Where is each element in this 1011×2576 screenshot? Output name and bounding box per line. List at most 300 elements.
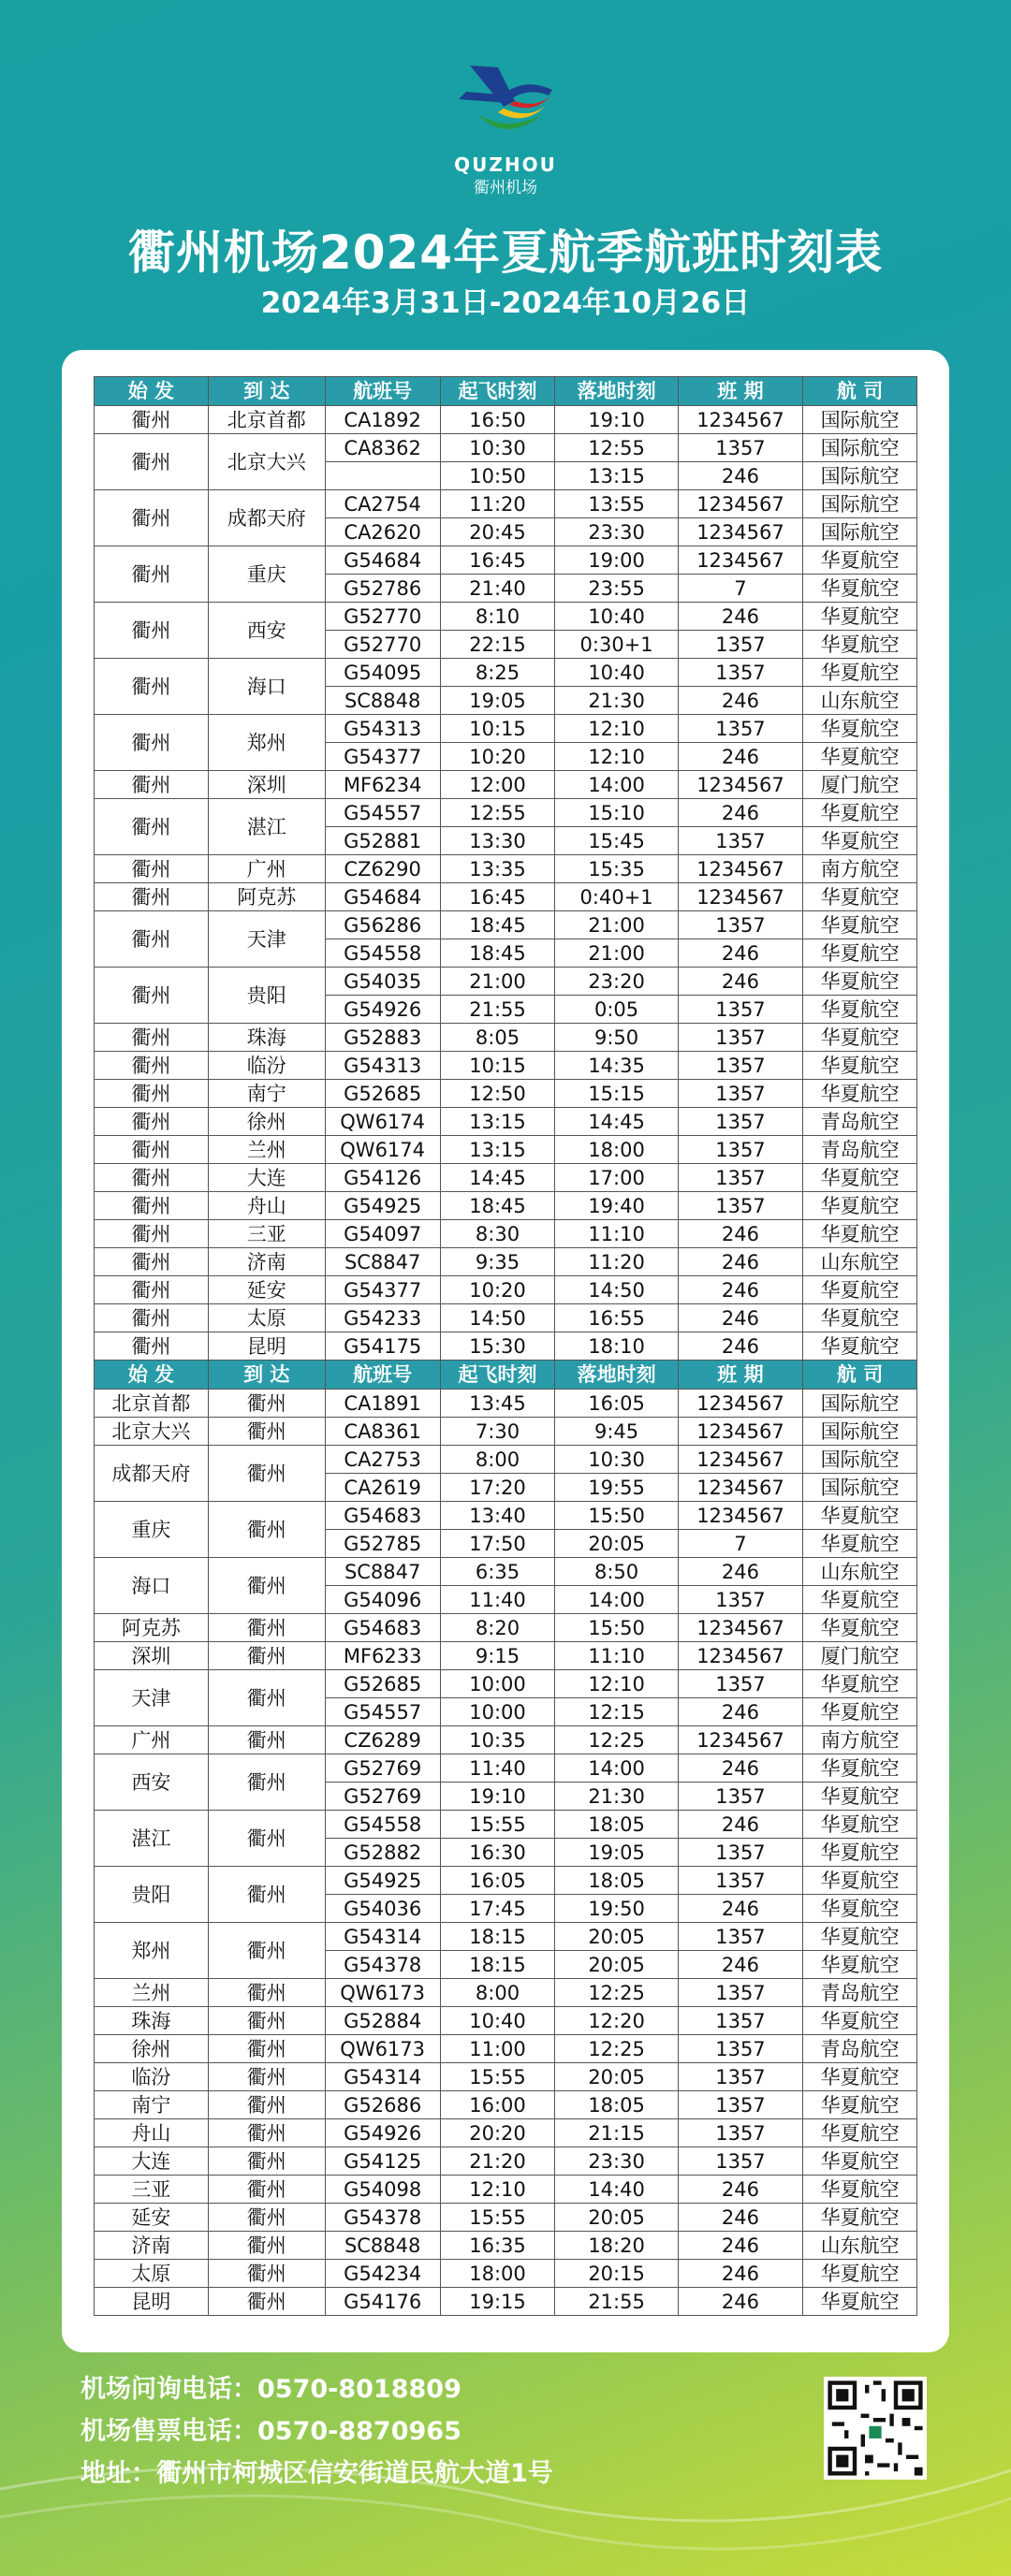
table-row bbox=[95, 659, 917, 687]
destination-cell: 太原 bbox=[208, 1304, 325, 1332]
airline-cell: 华夏航空 bbox=[803, 715, 917, 743]
table-row bbox=[95, 799, 917, 827]
schedule-cell: 246 bbox=[678, 1248, 802, 1276]
qr-code[interactable] bbox=[824, 2377, 927, 2480]
departure-time-cell: 13:45 bbox=[440, 1390, 555, 1418]
origin-cell: 衢州 bbox=[95, 434, 209, 490]
arrival-time-cell: 10:30 bbox=[555, 1446, 678, 1474]
destination-cell: 重庆 bbox=[208, 546, 325, 603]
flight-number-cell: MF6233 bbox=[325, 1642, 440, 1670]
departure-time-cell: 13:35 bbox=[440, 855, 555, 883]
schedule-cell: 246 bbox=[678, 1951, 802, 1979]
flight-number-cell: G52883 bbox=[325, 1024, 440, 1052]
table-row bbox=[95, 1923, 917, 1951]
airline-cell: 华夏航空 bbox=[803, 939, 917, 968]
departure-time-cell: 8:20 bbox=[440, 1614, 555, 1642]
origin-cell: 衢州 bbox=[95, 1304, 209, 1332]
schedule-cell: 1234567 bbox=[678, 518, 802, 546]
departure-time-cell: 10:00 bbox=[440, 1670, 555, 1698]
arrival-time-header: 落地时刻 bbox=[555, 1361, 678, 1390]
table-row bbox=[95, 1024, 917, 1052]
arrival-time-cell: 23:20 bbox=[555, 968, 678, 996]
departure-time-cell: 21:55 bbox=[440, 996, 555, 1024]
arrival-time-cell: 8:50 bbox=[555, 1558, 678, 1586]
flight-number-cell: G54095 bbox=[325, 659, 440, 687]
origin-cell: 衢州 bbox=[95, 1192, 209, 1220]
table-row bbox=[95, 715, 917, 743]
flight-number-cell: G52769 bbox=[325, 1754, 440, 1783]
flight-number-cell: G54126 bbox=[325, 1164, 440, 1192]
schedule-cell: 1234567 bbox=[678, 1474, 802, 1502]
departure-time-cell: 19:05 bbox=[440, 687, 555, 715]
arrival-time-cell: 20:05 bbox=[555, 1530, 678, 1558]
flight-number-cell: CZ6289 bbox=[325, 1726, 440, 1754]
airline-cell: 华夏航空 bbox=[803, 827, 917, 855]
arrival-time-cell: 14:35 bbox=[555, 1052, 678, 1080]
destination-cell: 衢州 bbox=[208, 2147, 325, 2176]
departure-time-cell: 13:30 bbox=[440, 827, 555, 855]
arrival-time-cell: 21:30 bbox=[555, 687, 678, 715]
arrival-time-cell: 15:50 bbox=[555, 1614, 678, 1642]
departure-time-cell: 7:30 bbox=[440, 1418, 555, 1446]
flight-number-cell: G52884 bbox=[325, 2007, 440, 2035]
flight-number-cell: CA1892 bbox=[325, 406, 440, 434]
airline-cell: 国际航空 bbox=[803, 518, 917, 546]
airline-cell: 华夏航空 bbox=[803, 1867, 917, 1895]
flight-number-cell: G54176 bbox=[325, 2288, 440, 2316]
destination-cell: 衢州 bbox=[208, 2232, 325, 2260]
arrival-time-cell: 0:05 bbox=[555, 996, 678, 1024]
departure-time-cell: 19:10 bbox=[440, 1783, 555, 1811]
departure-time-cell: 18:45 bbox=[440, 939, 555, 968]
schedule-cell: 246 bbox=[678, 1698, 802, 1726]
schedule-cell: 246 bbox=[678, 2176, 802, 2204]
airline-cell: 国际航空 bbox=[803, 434, 917, 462]
arrival-time-cell: 0:40+1 bbox=[555, 883, 678, 911]
departure-time-cell: 12:50 bbox=[440, 1080, 555, 1108]
schedule-cell: 1357 bbox=[678, 659, 802, 687]
flight-number-cell: G54097 bbox=[325, 1220, 440, 1248]
destination-cell: 衢州 bbox=[208, 2204, 325, 2232]
table-row bbox=[95, 1108, 917, 1136]
destination-cell: 衢州 bbox=[208, 2176, 325, 2204]
airline-header: 航 司 bbox=[803, 1361, 917, 1390]
destination-cell: 衢州 bbox=[208, 1502, 325, 1558]
logo-english-text: QUZHOU bbox=[454, 153, 557, 176]
departure-time-cell: 15:55 bbox=[440, 2063, 555, 2091]
origin-cell: 衢州 bbox=[95, 603, 209, 659]
schedule-table bbox=[94, 376, 917, 2316]
table-row bbox=[95, 434, 917, 462]
schedule-cell: 1357 bbox=[678, 2063, 802, 2091]
departure-time-header: 起飞时刻 bbox=[440, 1361, 555, 1390]
airline-cell: 华夏航空 bbox=[803, 1276, 917, 1304]
airline-cell: 华夏航空 bbox=[803, 603, 917, 631]
flight-number-cell: CZ6290 bbox=[325, 855, 440, 883]
arrival-time-cell: 14:40 bbox=[555, 2176, 678, 2204]
airline-cell: 华夏航空 bbox=[803, 2260, 917, 2288]
table-row bbox=[95, 546, 917, 575]
destination-cell: 郑州 bbox=[208, 715, 325, 771]
table-row bbox=[95, 1192, 917, 1220]
arrival-time-cell: 18:20 bbox=[555, 2232, 678, 2260]
schedule-cell: 246 bbox=[678, 1754, 802, 1783]
arrival-time-cell: 19:50 bbox=[555, 1895, 678, 1923]
destination-header: 到 达 bbox=[208, 377, 325, 406]
schedule-header: 班 期 bbox=[678, 1361, 802, 1390]
flight-number-cell: G54314 bbox=[325, 1923, 440, 1951]
origin-cell: 衢州 bbox=[95, 771, 209, 799]
departure-time-cell: 11:40 bbox=[440, 1586, 555, 1614]
table-row bbox=[95, 1558, 917, 1586]
origin-cell: 重庆 bbox=[95, 1502, 209, 1558]
destination-cell: 衢州 bbox=[208, 1670, 325, 1726]
airline-cell: 华夏航空 bbox=[803, 1080, 917, 1108]
airline-cell: 南方航空 bbox=[803, 855, 917, 883]
table-row bbox=[95, 1642, 917, 1670]
arrival-time-cell: 19:05 bbox=[555, 1839, 678, 1867]
table-row bbox=[95, 2063, 917, 2091]
airline-cell: 华夏航空 bbox=[803, 2204, 917, 2232]
schedule-cell: 1234567 bbox=[678, 406, 802, 434]
flight-number-cell: SC8847 bbox=[325, 1558, 440, 1586]
flight-number-cell: G54036 bbox=[325, 1895, 440, 1923]
flight-number-cell: CA2619 bbox=[325, 1474, 440, 1502]
table-row bbox=[95, 1979, 917, 2007]
airline-cell: 华夏航空 bbox=[803, 2288, 917, 2316]
schedule-cell: 1357 bbox=[678, 911, 802, 939]
destination-cell: 衢州 bbox=[208, 1614, 325, 1642]
airline-cell: 华夏航空 bbox=[803, 743, 917, 771]
destination-cell: 三亚 bbox=[208, 1220, 325, 1248]
origin-cell: 衢州 bbox=[95, 911, 209, 968]
table-row bbox=[95, 2119, 917, 2147]
table-row bbox=[95, 2035, 917, 2063]
destination-cell: 临汾 bbox=[208, 1052, 325, 1080]
flight-number-cell: G52786 bbox=[325, 575, 440, 603]
departure-time-cell: 13:40 bbox=[440, 1502, 555, 1530]
departure-time-cell: 9:35 bbox=[440, 1248, 555, 1276]
schedule-cell: 1357 bbox=[678, 1923, 802, 1951]
origin-cell: 南宁 bbox=[95, 2091, 209, 2119]
arrival-time-cell: 21:00 bbox=[555, 911, 678, 939]
origin-cell: 临汾 bbox=[95, 2063, 209, 2091]
destination-cell: 衢州 bbox=[208, 2260, 325, 2288]
arrival-time-cell: 14:00 bbox=[555, 1586, 678, 1614]
schedule-cell: 1357 bbox=[678, 1080, 802, 1108]
airline-cell: 山东航空 bbox=[803, 1248, 917, 1276]
arrival-time-cell: 13:55 bbox=[555, 490, 678, 518]
flight-number-cell: G52770 bbox=[325, 603, 440, 631]
flight-number-cell: QW6173 bbox=[325, 1979, 440, 2007]
flight-number-cell: CA8361 bbox=[325, 1418, 440, 1446]
departure-time-cell: 18:15 bbox=[440, 1951, 555, 1979]
table-row bbox=[95, 1136, 917, 1164]
flight-number-cell: G54925 bbox=[325, 1192, 440, 1220]
schedule-cell: 1357 bbox=[678, 2035, 802, 2063]
flight-number-cell: G54098 bbox=[325, 2176, 440, 2204]
table-row bbox=[95, 2007, 917, 2035]
departure-time-cell: 17:50 bbox=[440, 1530, 555, 1558]
origin-cell: 衢州 bbox=[95, 1276, 209, 1304]
departure-time-cell: 10:00 bbox=[440, 1698, 555, 1726]
flight-number-cell: QW6174 bbox=[325, 1136, 440, 1164]
flight-number-cell: G54925 bbox=[325, 1867, 440, 1895]
origin-cell: 衢州 bbox=[95, 1136, 209, 1164]
airline-cell: 国际航空 bbox=[803, 1474, 917, 1502]
destination-cell: 衢州 bbox=[208, 1418, 325, 1446]
origin-cell: 昆明 bbox=[95, 2288, 209, 2316]
destination-cell: 衢州 bbox=[208, 1979, 325, 2007]
arrivals-header-row bbox=[95, 1361, 917, 1390]
destination-cell: 成都天府 bbox=[208, 490, 325, 546]
departure-time-cell: 14:45 bbox=[440, 1164, 555, 1192]
origin-cell: 衢州 bbox=[95, 1080, 209, 1108]
destination-cell: 衢州 bbox=[208, 2007, 325, 2035]
origin-cell: 衢州 bbox=[95, 406, 209, 434]
airline-cell: 华夏航空 bbox=[803, 1586, 917, 1614]
arrival-time-cell: 12:25 bbox=[555, 2035, 678, 2063]
destination-cell: 西安 bbox=[208, 603, 325, 659]
schedule-cell: 1357 bbox=[678, 1586, 802, 1614]
schedule-cell: 1234567 bbox=[678, 490, 802, 518]
destination-cell: 舟山 bbox=[208, 1192, 325, 1220]
departures-header-row bbox=[95, 377, 917, 406]
table-row bbox=[95, 1220, 917, 1248]
departure-time-cell: 10:20 bbox=[440, 743, 555, 771]
departure-time-cell: 6:35 bbox=[440, 1558, 555, 1586]
logo-chinese-text: 衢州机场 bbox=[474, 179, 537, 197]
origin-cell: 衢州 bbox=[95, 883, 209, 911]
origin-cell: 天津 bbox=[95, 1670, 209, 1726]
flight-number-cell: QW6173 bbox=[325, 2035, 440, 2063]
flight-number-cell: G54378 bbox=[325, 2204, 440, 2232]
origin-cell: 大连 bbox=[95, 2147, 209, 2176]
destination-cell: 衢州 bbox=[208, 2288, 325, 2316]
departure-time-cell: 21:40 bbox=[440, 575, 555, 603]
departure-time-cell: 16:45 bbox=[440, 546, 555, 575]
schedule-cell: 246 bbox=[678, 968, 802, 996]
destination-cell: 北京首都 bbox=[208, 406, 325, 434]
schedule-cell: 1234567 bbox=[678, 546, 802, 575]
arrival-time-header: 落地时刻 bbox=[555, 377, 678, 406]
origin-cell: 湛江 bbox=[95, 1811, 209, 1867]
destination-cell: 济南 bbox=[208, 1248, 325, 1276]
table-row bbox=[95, 490, 917, 518]
airline-cell: 国际航空 bbox=[803, 462, 917, 490]
destination-cell: 衢州 bbox=[208, 2063, 325, 2091]
schedule-cell: 1357 bbox=[678, 1867, 802, 1895]
airline-cell: 华夏航空 bbox=[803, 911, 917, 939]
origin-cell: 衢州 bbox=[95, 1220, 209, 1248]
arrival-time-cell: 21:55 bbox=[555, 2288, 678, 2316]
arrival-time-cell: 16:05 bbox=[555, 1390, 678, 1418]
departure-time-header: 起飞时刻 bbox=[440, 377, 555, 406]
arrival-time-cell: 20:05 bbox=[555, 2063, 678, 2091]
airline-cell: 华夏航空 bbox=[803, 1670, 917, 1698]
arrival-time-cell: 18:10 bbox=[555, 1332, 678, 1361]
arrival-time-cell: 12:20 bbox=[555, 2007, 678, 2035]
origin-cell: 衢州 bbox=[95, 1164, 209, 1192]
table-row bbox=[95, 1446, 917, 1474]
schedule-header: 班 期 bbox=[678, 377, 802, 406]
season-dates: 2024年3月31日-2024年10月26日 bbox=[260, 286, 751, 320]
flight-number-cell: G54377 bbox=[325, 743, 440, 771]
flight-number-cell: G54926 bbox=[325, 996, 440, 1024]
flight-number-cell: G54233 bbox=[325, 1304, 440, 1332]
table-row bbox=[95, 1811, 917, 1839]
airline-cell: 华夏航空 bbox=[803, 799, 917, 827]
flight-number-cell: G54378 bbox=[325, 1951, 440, 1979]
schedule-cell: 246 bbox=[678, 1220, 802, 1248]
origin-cell: 西安 bbox=[95, 1754, 209, 1811]
schedule-cell: 1357 bbox=[678, 1052, 802, 1080]
table-row bbox=[95, 406, 917, 434]
arrival-time-cell: 20:15 bbox=[555, 2260, 678, 2288]
arrival-time-cell: 14:00 bbox=[555, 771, 678, 799]
destination-cell: 阿克苏 bbox=[208, 883, 325, 911]
origin-cell: 徐州 bbox=[95, 2035, 209, 2063]
destination-header: 到 达 bbox=[208, 1361, 325, 1390]
airport-logo bbox=[449, 58, 562, 142]
airline-cell: 华夏航空 bbox=[803, 1220, 917, 1248]
flight-number-cell: G52785 bbox=[325, 1530, 440, 1558]
arrival-time-cell: 12:10 bbox=[555, 715, 678, 743]
airline-cell: 华夏航空 bbox=[803, 1698, 917, 1726]
flight-number-cell: G54558 bbox=[325, 1811, 440, 1839]
airline-cell: 华夏航空 bbox=[803, 1754, 917, 1783]
inquiry-phone: 机场问询电话：0570-8018809 bbox=[81, 2375, 462, 2404]
arrival-time-cell: 10:40 bbox=[555, 603, 678, 631]
airline-cell: 国际航空 bbox=[803, 1446, 917, 1474]
destination-cell: 湛江 bbox=[208, 799, 325, 855]
destination-cell: 北京大兴 bbox=[208, 434, 325, 490]
schedule-cell: 1357 bbox=[678, 1979, 802, 2007]
table-row bbox=[95, 771, 917, 799]
origin-cell: 衢州 bbox=[95, 1108, 209, 1136]
arrival-time-cell: 17:00 bbox=[555, 1164, 678, 1192]
flight-number-cell: G52769 bbox=[325, 1783, 440, 1811]
origin-cell: 成都天府 bbox=[95, 1446, 209, 1502]
table-row bbox=[95, 1502, 917, 1530]
flight-number-cell: G54926 bbox=[325, 2119, 440, 2147]
flight-number-cell: G54683 bbox=[325, 1502, 440, 1530]
airline-cell: 华夏航空 bbox=[803, 1164, 917, 1192]
table-row bbox=[95, 1614, 917, 1642]
departure-time-cell: 18:45 bbox=[440, 1192, 555, 1220]
table-row bbox=[95, 855, 917, 883]
schedule-cell: 246 bbox=[678, 2232, 802, 2260]
schedule-cell: 1357 bbox=[678, 1839, 802, 1867]
departure-time-cell: 18:00 bbox=[440, 2260, 555, 2288]
flight-number-cell: CA8362 bbox=[325, 434, 440, 462]
departure-time-cell: 16:30 bbox=[440, 1839, 555, 1867]
departure-time-cell: 11:00 bbox=[440, 2035, 555, 2063]
schedule-cell: 1357 bbox=[678, 1783, 802, 1811]
departure-time-cell: 11:20 bbox=[440, 490, 555, 518]
origin-cell: 衢州 bbox=[95, 490, 209, 546]
departure-time-cell: 11:40 bbox=[440, 1754, 555, 1783]
departure-time-cell: 10:35 bbox=[440, 1726, 555, 1754]
schedule-cell: 1234567 bbox=[678, 1502, 802, 1530]
table-row bbox=[95, 1332, 917, 1361]
destination-cell: 珠海 bbox=[208, 1024, 325, 1052]
table-row bbox=[95, 2288, 917, 2316]
arrival-time-cell: 21:15 bbox=[555, 2119, 678, 2147]
table-row bbox=[95, 1248, 917, 1276]
destination-cell: 衢州 bbox=[208, 1923, 325, 1979]
destination-cell: 海口 bbox=[208, 659, 325, 715]
schedule-cell: 1234567 bbox=[678, 1726, 802, 1754]
airline-cell: 华夏航空 bbox=[803, 1024, 917, 1052]
destination-cell: 南宁 bbox=[208, 1080, 325, 1108]
departure-time-cell: 16:50 bbox=[440, 406, 555, 434]
flight-number-cell: SC8848 bbox=[325, 687, 440, 715]
destination-cell: 衢州 bbox=[208, 1754, 325, 1811]
flight-number-cell: G54377 bbox=[325, 1276, 440, 1304]
airline-cell: 华夏航空 bbox=[803, 2176, 917, 2204]
destination-cell: 广州 bbox=[208, 855, 325, 883]
schedule-cell: 1357 bbox=[678, 1670, 802, 1698]
airline-cell: 华夏航空 bbox=[803, 1895, 917, 1923]
airline-cell: 华夏航空 bbox=[803, 1052, 917, 1080]
departure-time-cell: 9:15 bbox=[440, 1642, 555, 1670]
table-row bbox=[95, 2232, 917, 2260]
destination-cell: 衢州 bbox=[208, 2035, 325, 2063]
airline-cell: 华夏航空 bbox=[803, 1502, 917, 1530]
arrival-time-cell: 19:00 bbox=[555, 546, 678, 575]
departure-time-cell: 8:10 bbox=[440, 603, 555, 631]
destination-cell: 衢州 bbox=[208, 2119, 325, 2147]
departure-time-cell: 18:45 bbox=[440, 911, 555, 939]
table-row bbox=[95, 1080, 917, 1108]
departure-time-cell: 14:50 bbox=[440, 1304, 555, 1332]
table-row bbox=[95, 1754, 917, 1783]
arrival-time-cell: 11:20 bbox=[555, 1248, 678, 1276]
flight-number-cell: G54683 bbox=[325, 1614, 440, 1642]
schedule-cell: 246 bbox=[678, 939, 802, 968]
arrival-time-cell: 15:50 bbox=[555, 1502, 678, 1530]
origin-cell: 衢州 bbox=[95, 659, 209, 715]
flight-number-cell: G54175 bbox=[325, 1332, 440, 1361]
departure-time-cell: 8:05 bbox=[440, 1024, 555, 1052]
schedule-cell: 1357 bbox=[678, 827, 802, 855]
schedule-cell: 1357 bbox=[678, 2147, 802, 2176]
departure-time-cell: 17:45 bbox=[440, 1895, 555, 1923]
airline-cell: 华夏航空 bbox=[803, 968, 917, 996]
arrival-time-cell: 18:05 bbox=[555, 1811, 678, 1839]
schedule-cell: 246 bbox=[678, 687, 802, 715]
schedule-cell: 1357 bbox=[678, 1024, 802, 1052]
schedule-cell: 1357 bbox=[678, 2119, 802, 2147]
flight-number-cell: G54558 bbox=[325, 939, 440, 968]
table-row bbox=[95, 2204, 917, 2232]
origin-header: 始 发 bbox=[95, 1361, 209, 1390]
arrival-time-cell: 0:30+1 bbox=[555, 631, 678, 659]
origin-cell: 兰州 bbox=[95, 1979, 209, 2007]
schedule-cell: 246 bbox=[678, 1895, 802, 1923]
origin-cell: 衢州 bbox=[95, 715, 209, 771]
arrival-time-cell: 21:30 bbox=[555, 1783, 678, 1811]
schedule-cell: 246 bbox=[678, 743, 802, 771]
destination-cell: 徐州 bbox=[208, 1108, 325, 1136]
destination-cell: 大连 bbox=[208, 1164, 325, 1192]
airline-cell: 厦门航空 bbox=[803, 771, 917, 799]
departure-time-cell: 8:30 bbox=[440, 1220, 555, 1248]
flight-no-header: 航班号 bbox=[325, 377, 440, 406]
departure-time-cell: 10:30 bbox=[440, 434, 555, 462]
airline-cell: 青岛航空 bbox=[803, 1979, 917, 2007]
